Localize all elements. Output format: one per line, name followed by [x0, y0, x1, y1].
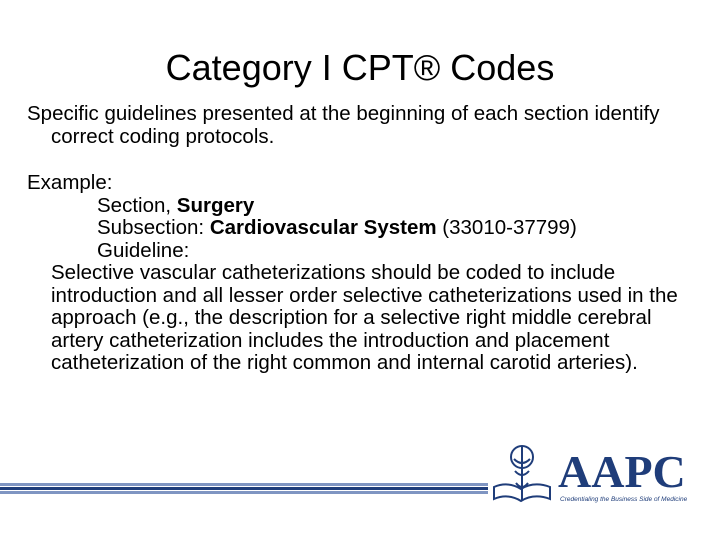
slide-title: Category I CPT® Codes	[165, 47, 555, 88]
footer-band-light	[0, 483, 488, 486]
paragraph-gap	[27, 148, 697, 172]
subsection-label: Subsection:	[97, 216, 210, 239]
subsection-line	[27, 217, 697, 240]
slide-body	[27, 103, 697, 375]
section-label: Section,	[97, 193, 177, 217]
guideline-label: Guideline:	[97, 238, 190, 262]
logo-tagline: Credentialing the Business Side of Medicine	[560, 496, 688, 503]
aapc-logo-graphic	[488, 437, 688, 509]
logo-wordmark: AAPC	[558, 446, 686, 497]
footer-band-dark	[0, 487, 488, 490]
guideline-text: Selective vascular catheterizations should be coded to include introduction and all lesser order selective catheterizations used in the approach (e.g., the description for a selective right middle cerebral artery catheterization includes the introduction and placement catheterization of the right common and internal carotid arteries).	[51, 261, 678, 374]
footer-band-light-2	[0, 491, 488, 494]
intro-paragraph: Specific guidelines presented at the beginning of each section identify correct coding protocols.	[27, 102, 660, 148]
section-value: Surgery	[176, 193, 255, 217]
aapc-logo	[488, 437, 688, 509]
subsection-range: (33010-37799)	[436, 216, 577, 239]
subsection-value: Cardiovascular System	[209, 216, 437, 239]
example-label: Example:	[27, 171, 113, 194]
section-line	[27, 195, 697, 218]
